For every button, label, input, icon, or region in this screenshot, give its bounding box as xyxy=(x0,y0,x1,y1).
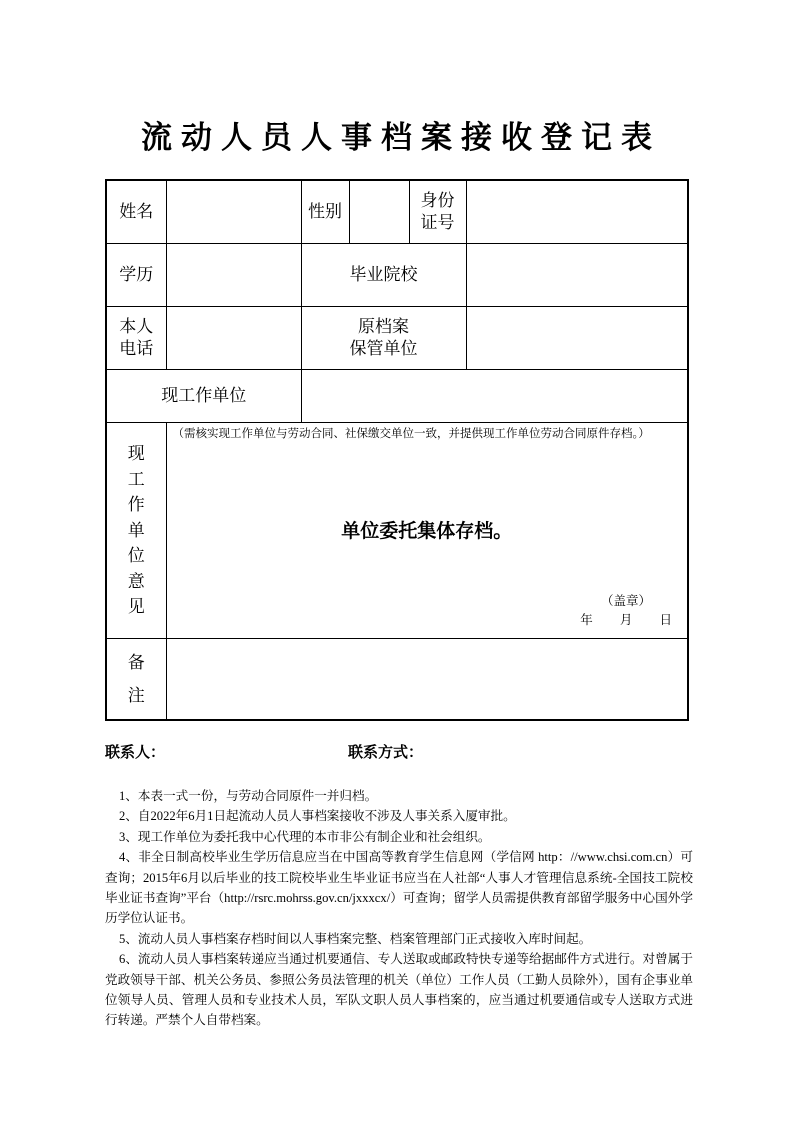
opinion-note: （需核实现工作单位与劳动合同、社保缴交单位一致，并提供现工作单位劳动合同原件存档。） xyxy=(172,428,650,440)
table-row-phone xyxy=(106,307,688,370)
contact-method-label: 联系方式： xyxy=(348,743,424,761)
label-opinion-stack xyxy=(107,441,166,620)
label-school: 毕业院校 xyxy=(301,244,466,307)
label-remark-stack xyxy=(107,646,166,712)
opinion-date-month: 月 xyxy=(619,613,634,627)
label-id-line1: 身份 xyxy=(420,190,455,210)
label-remark-char-0: 备 xyxy=(127,652,145,672)
table-row-workplace xyxy=(106,370,688,423)
table-row-education xyxy=(106,244,688,307)
field-origin-value[interactable] xyxy=(466,307,688,370)
field-workplace-value[interactable] xyxy=(301,370,688,423)
label-opinion xyxy=(106,423,166,639)
label-remark-char-1: 注 xyxy=(127,686,145,705)
label-phone-line1: 本人 xyxy=(119,316,154,336)
field-phone-value[interactable] xyxy=(166,307,301,370)
notes-section xyxy=(105,786,693,1031)
opinion-seal-text: （盖章） xyxy=(600,594,651,608)
label-opinion-char-4: 位 xyxy=(127,546,145,566)
table-row-remark xyxy=(106,639,688,721)
label-education: 学历 xyxy=(106,244,166,307)
label-id-line2: 证号 xyxy=(420,213,455,232)
label-gender: 性别 xyxy=(301,180,349,244)
label-remark xyxy=(106,639,166,721)
field-remark-value[interactable] xyxy=(166,639,688,721)
note-item-4: 4、非全日制高校毕业生学历信息应当在中国高等教育学生信息网（学信网 http：//www.chsi.com.cn）可查询；2015年6月以后毕业的技工院校毕业生毕业证书应当在人社部“人事人才管理信息系统-全国技工院校毕业证书查询”平台（http://rsrc.mohrss.gov.cn/jxxxcx/）可查询；留学人员需提供教育部留学服务中心国外学历学位认证书。 xyxy=(105,850,693,926)
opinion-main-text: 单位委托集体存档。 xyxy=(341,520,513,542)
label-opinion-char-6: 见 xyxy=(127,597,145,617)
contact-person-label: 联系人： xyxy=(105,743,166,761)
field-opinion-value[interactable] xyxy=(166,423,688,639)
table-row-opinion xyxy=(106,423,688,639)
field-gender-value[interactable] xyxy=(349,180,409,244)
label-origin-unit xyxy=(301,307,466,370)
field-education-value[interactable] xyxy=(166,244,301,307)
label-opinion-char-3: 单 xyxy=(127,520,145,540)
opinion-date-day: 日 xyxy=(659,613,673,627)
page-title: 流动人员人事档案接收登记表 xyxy=(141,120,661,155)
note-item-5: 5、流动人员人事档案存档时间以人事档案完整、档案管理部门正式接收入库时间起。 xyxy=(119,931,592,946)
label-origin-line1: 原档案 xyxy=(358,316,409,336)
opinion-date-line xyxy=(558,612,673,629)
label-opinion-char-5: 意 xyxy=(127,571,145,591)
label-phone xyxy=(106,307,166,370)
label-phone-line2: 电话 xyxy=(119,339,154,358)
field-id-value[interactable] xyxy=(466,180,688,244)
label-origin-line2: 保管单位 xyxy=(349,339,418,358)
note-item-3: 3、现工作单位为委托我中心代理的本市非公有制企业和社会组织。 xyxy=(119,829,491,844)
opinion-date-year: 年 xyxy=(580,613,594,627)
registration-form-table xyxy=(105,179,689,721)
note-item-6: 6、流动人员人事档案转递应当通过机要通信、专人送取或邮政特快专递等给据邮件方式进行。对曾属于党政领导干部、机关公务员、参照公务员法管理的机关（单位）工作人员（工勤人员除外），国有企事业单位领导人员、管理人员和专业技术人员，军队文职人员人事档案的，应当通过机要通信或专人送取方式进行转递。严禁个人自带档案。 xyxy=(105,952,693,1028)
label-opinion-char-0: 现 xyxy=(127,444,145,464)
note-item-2: 2、自2022年6月1日起流动人员人事档案接收不涉及人事关系入厦审批。 xyxy=(119,809,516,824)
field-name-value[interactable] xyxy=(166,180,301,244)
note-item-1: 1、本表一式一份，与劳动合同原件一并归档。 xyxy=(119,789,378,803)
field-school-value[interactable] xyxy=(466,244,688,307)
label-name: 姓名 xyxy=(106,180,166,244)
table-row-name xyxy=(106,180,688,244)
label-opinion-char-1: 工 xyxy=(127,469,145,489)
label-workplace: 现工作单位 xyxy=(106,370,301,423)
label-id-number xyxy=(409,180,466,244)
opinion-body xyxy=(167,423,688,638)
label-opinion-char-2: 作 xyxy=(127,495,145,515)
